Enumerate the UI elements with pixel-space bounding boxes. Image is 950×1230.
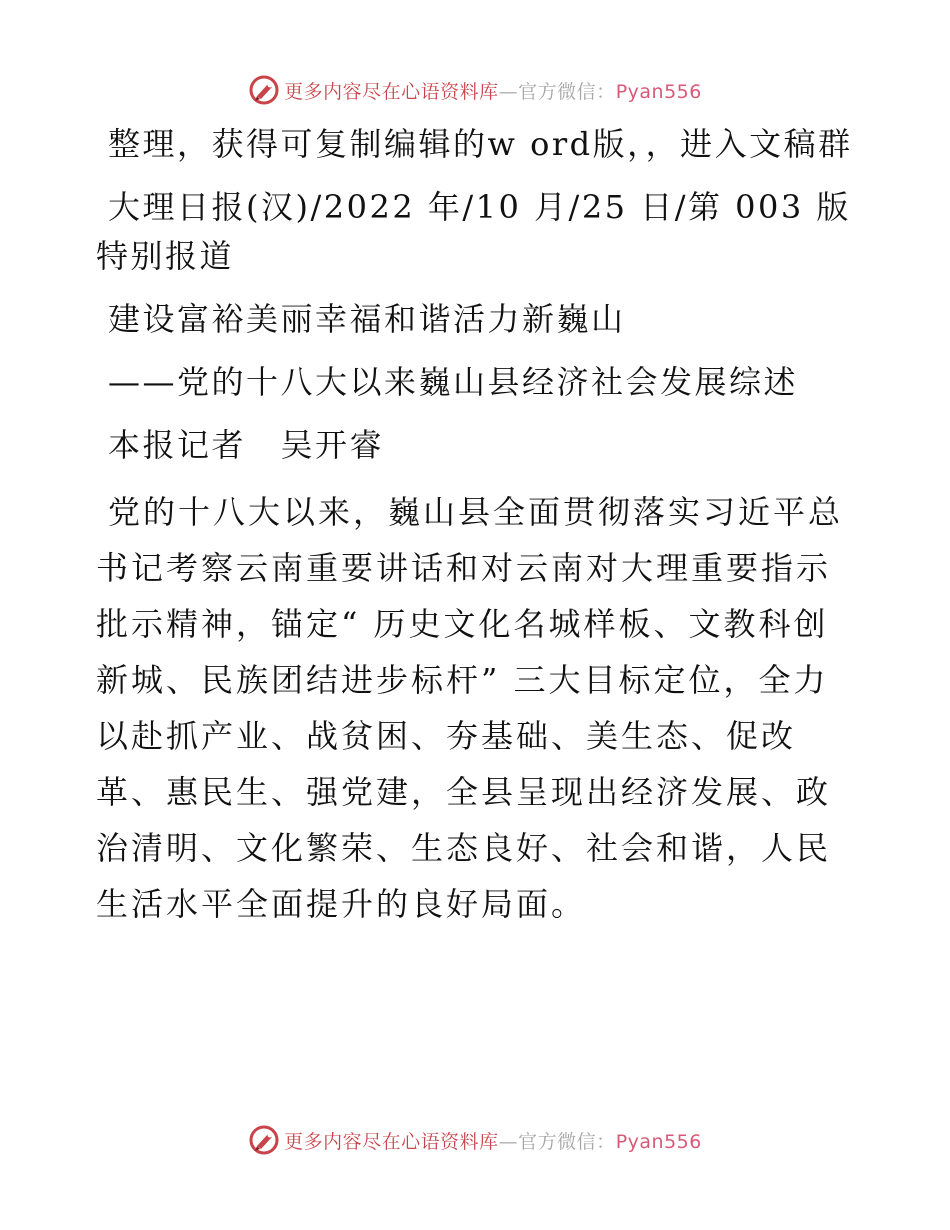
footer-watermark: [0, 1120, 950, 1160]
watermark-official: 官方微信：: [518, 80, 616, 103]
watermark-text: [284, 1127, 702, 1154]
watermark-text: [284, 77, 702, 104]
watermark-official: 官方微信：: [518, 1130, 616, 1153]
watermark-separator: —: [498, 1130, 519, 1153]
intro-note: 整理，获得可复制编辑的w ord版，，进入文稿群: [108, 125, 853, 163]
header-watermark: [0, 70, 950, 110]
body-paragraph: 党的十八大以来，巍山县全面贯彻落实习近平总书记考察云南重要讲话和对云南对大理重要指示批示精神，锚定“ 历史文化名城样板、文教科创新城、民族团结进步标杆” 三大目标定位，全力以赴抓产业、战贫困、夯基础、美生态、促改革、惠民生、强党建，全县呈现出经济发展、政治清明、文化繁荣、生态良好、社会和谐，人民生活水平全面提升的良好局面。: [96, 493, 844, 923]
document-body: [96, 120, 856, 946]
article-subtitle: ——党的十八大以来巍山县经济社会发展综述: [108, 363, 799, 401]
watermark-main: 更多内容尽在心语资料库: [284, 1130, 499, 1153]
watermark-wechat-id: Pyan556: [615, 1130, 702, 1153]
pen-logo-icon: [248, 74, 280, 106]
watermark-wechat-id: Pyan556: [615, 80, 702, 103]
watermark-main: 更多内容尽在心语资料库: [284, 80, 499, 103]
byline: 本报记者 吴开睿: [108, 426, 385, 464]
watermark-separator: —: [498, 80, 519, 103]
pen-logo-icon: [248, 1124, 280, 1156]
article-title: 建设富裕美丽幸福和谐活力新巍山: [108, 300, 626, 338]
source-line: 大理日报(汉)/2022 年/10 月/25 日/第 003 版特别报道: [96, 188, 851, 275]
